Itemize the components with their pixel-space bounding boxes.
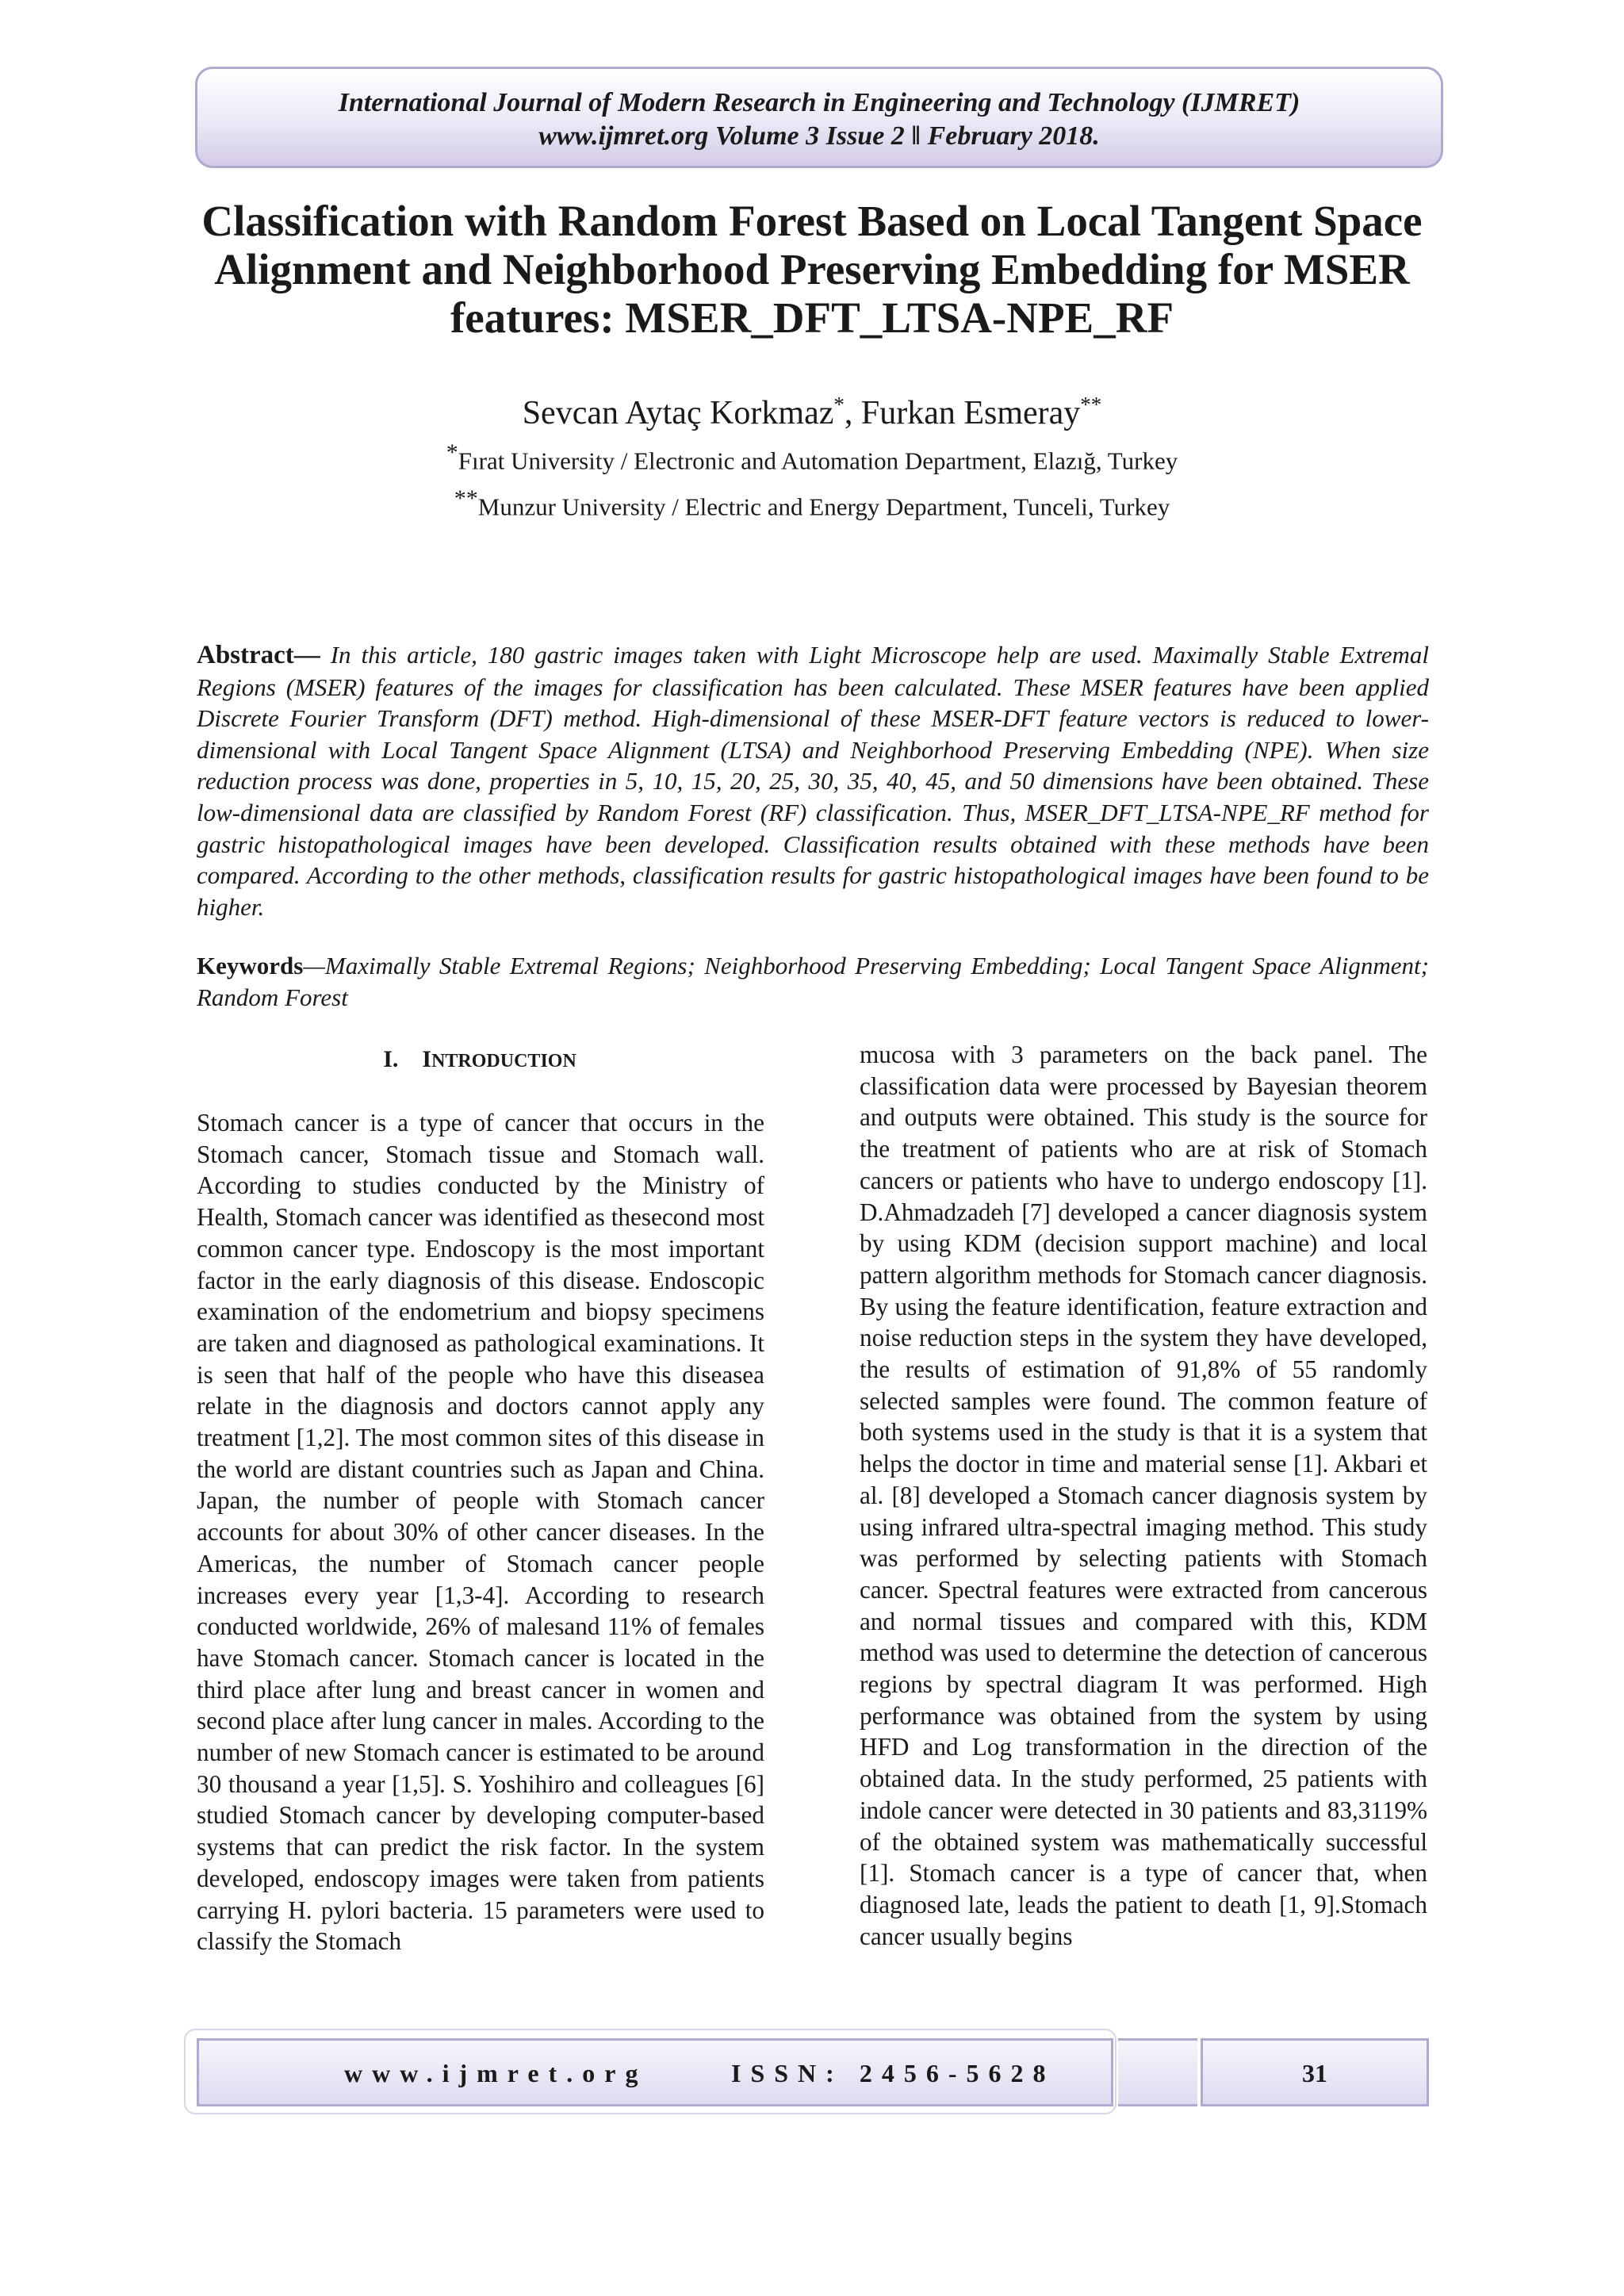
abstract-label: Abstract— bbox=[197, 641, 320, 669]
affiliation-mark: * bbox=[446, 439, 458, 466]
journal-issue: www.ijmret.org Volume 3 Issue 2 ǁ February 2018. bbox=[538, 121, 1100, 151]
keywords bbox=[197, 950, 1429, 1014]
body-column-right: mucosa with 3 parameters on the back panel. The classification data were processed by Bayesian theorem and outputs were obtained. This study is the source for the treatment of patients who are at risk of Stomach cancers or patients who have to undergo endoscopy [1]. D.Ahmadzadeh [7] developed a cancer diagnosis system by using KDM (decision support machine) and local pattern algorithm methods for Stomach cancer diagnosis. By using the feature identification, feature extraction and noise reduction steps in the system they have developed, the results of estimation of 91,8% of 55 randomly selected samples were found. The common feature of both systems used in the study is that it is a system that helps the doctor in time and material sense [1]. Akbari et al. [8] developed a Stomach cancer diagnosis system by using infrared ultra-spectral imaging method. This study was performed by selecting patients with Stomach cancer. Spectral features were extracted from cancerous and normal tissues and compared with this, KDM method was used to determine the detection of cancerous regions by spectral diagram It was performed. High performance was obtained from the system by using HFD and Log transformation in the direction of the obtained data. In the study performed, 25 patients with indole cancer were detected in 30 patients and 83,3119% of the obtained system was mathematically successful [1]. Stomach cancer is a type of cancer that, when diagnosed late, leads the patient to death [1, 9].Stomach cancer usually begins bbox=[860, 1041, 1427, 1950]
author-name: Sevcan Aytaç Korkmaz bbox=[522, 395, 834, 431]
keywords-text: —Maximally Stable Extremal Regions; Neighborhood Preserving Embedding; Local Tangent Space Alignment; Random Forest bbox=[197, 952, 1429, 1011]
affiliation-text: Fırat University / Electronic and Automation Department, Elazığ, Turkey bbox=[458, 447, 1178, 475]
author-mark: ** bbox=[1080, 393, 1102, 416]
section-heading bbox=[197, 1044, 763, 1077]
footer-issn: ISSN: 2456-5628 bbox=[731, 2059, 1055, 2087]
author-name: Furkan Esmeray bbox=[860, 395, 1081, 431]
abstract bbox=[197, 639, 1429, 922]
author-mark: * bbox=[833, 393, 845, 416]
affiliation bbox=[0, 438, 1624, 476]
section-title-initial: I bbox=[422, 1046, 432, 1072]
journal-header bbox=[195, 67, 1443, 168]
footer-divider bbox=[1118, 2038, 1197, 2106]
keywords-label: Keywords bbox=[197, 952, 304, 979]
author-separator: , bbox=[844, 395, 861, 431]
body-column-left: Stomach cancer is a type of cancer that occurs in the Stomach cancer, Stomach tissue and Stomach wall. According to studies conducted by the Ministry of Health, Stomach cancer was identified as thesecond most common cancer type. Endoscopy is the most important factor in the early diagnosis of this disease. Endoscopic examination of the endometrium and biopsy specimens are taken and diagnosed as pathological examinations. It is seen that half of the people who have this diseasea relate in the diagnosis and doctors cannot apply any treatment [1,2]. The most common sites of this disease in the world are distant countries such as Japan and China. Japan, the number of people with Stomach cancer accounts for about 30% of other cancer diseases. In the Americas, the number of Stomach cancer people increases every year [1,3-4]. According to research conducted worldwide, 26% of malesand 11% of females have Stomach cancer. Stomach cancer is located in the third place after lung and breast cancer in women and second place after lung cancer in males. According to the number of new Stomach cancer is estimated to be around 30 thousand a year [1,5]. S. Yoshihiro and colleagues [6] studied Stomach cancer by developing computer-based systems that can predict the risk factor. In the system developed, endoscopy images were taken from patients carrying H. pylori bacteria. 15 parameters were used to classify the Stomach bbox=[197, 1109, 764, 1956]
abstract-text: In this article, 180 gastric images taken with Light Microscope help are used. Maximally Stable Extremal Regions (MSER) features of the images for classification has been calculated. These MSER features have been applied Discrete Fourier Transform (DFT) method. High-dimensional of these MSER-DFT feature vectors is reduced to lower-dimensional with Local Tangent Space Alignment (LTSA) and Neighborhood Preserving Embedding (NPE). When size reduction process was done, properties in 5, 10, 15, 20, 25, 30, 35, 40, 45, and 50 dimensions have been obtained. These low-dimensional data are classified by Random Forest (RF) classification. Thus, MSER_DFT_LTSA-NPE_RF method for gastric histopathological images have been developed. Classification results obtained with these methods have been compared. According to the other methods, classification results for gastric histopathological images have been found to be higher. bbox=[197, 641, 1430, 921]
footer-url: www.ijmret.org bbox=[344, 2059, 648, 2087]
section-number: I. bbox=[383, 1046, 399, 1072]
page-number: 31 bbox=[1302, 2059, 1327, 2087]
affiliation bbox=[0, 484, 1624, 522]
section-title-rest: NTRODUCTION bbox=[431, 1051, 576, 1071]
author-list bbox=[0, 385, 1624, 432]
affiliation-text: Munzur University / Electric and Energy Department, Tunceli, Turkey bbox=[477, 493, 1170, 521]
paper-title: Classification with Random Forest Based on Local Tangent Space Alignment and Neighborhood Preserving Embedding for MSER features: MSER_DFT_LTSA-NPE_RF bbox=[201, 197, 1423, 342]
affiliation-mark: ** bbox=[454, 485, 478, 512]
journal-name: International Journal of Modern Research in Engineering and Technology (IJMRET) bbox=[338, 88, 1300, 117]
